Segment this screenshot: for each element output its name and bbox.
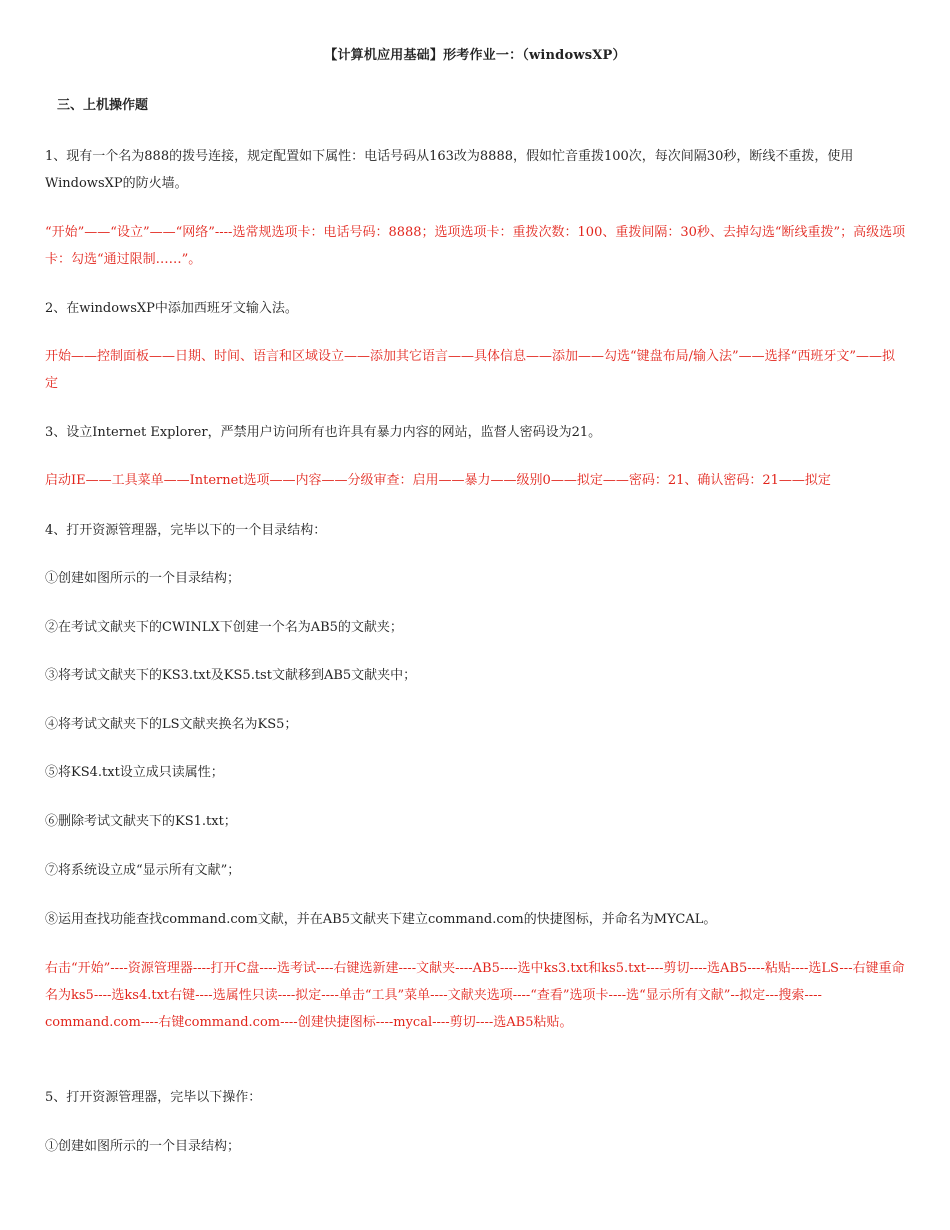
question-4: 4、打开资源管理器，完毕以下的一个目录结构： [45, 523, 327, 538]
section-heading: 三、上机操作题 [57, 98, 149, 113]
question-5: 5、打开资源管理器，完毕以下操作： [45, 1090, 262, 1105]
question-5-step-1: ①创建如图所示的一个目录结构； [45, 1139, 241, 1154]
answer-2: 开始——控制面板——日期、时间、语言和区域设立——添加其它语言——具体信息——添加——勾选“键盘布局/输入法”——选择“西班牙文”——拟定 [45, 349, 895, 391]
question-3: 3、设立Internet Explorer，严禁用户访问所有也许具有暴力内容的网站，监督人密码设为21。 [45, 425, 602, 440]
question-4-step-5: ⑤将KS4.txt设立成只读属性； [45, 765, 224, 780]
question-2: 2、在windowsXP中添加西班牙文输入法。 [45, 301, 298, 316]
document-title: 【计算机应用基础】形考作业一：（windowsXP） [324, 48, 626, 63]
question-4-step-3: ③将考试文献夹下的KS3.txt及KS5.tst文献移到AB5文献夹中； [45, 668, 417, 683]
answer-3: 启动IE——工具菜单——Internet选项——内容——分级审查：启用——暴力——级别0——拟定——密码：21、确认密码：21——拟定 [45, 473, 831, 488]
answer-4: 右击“开始”----资源管理器----打开C盘----选考试----右键选新建----文献夹----AB5----选中ks3.txt和ks5.txt----剪切----选AB5----粘贴----选LS---右键重命名为ks5----选ks4.txt右键----选属性只读----拟定----单击“工具”菜单----文献夹选项----“查看”选项卡----选“显示所有文献”--拟定---搜索----command.com----右键command.com----创建快捷图标----mycal----剪切----选AB5粘贴。 [45, 961, 905, 1030]
question-1: 1、现有一个名为888的拨号连接，规定配置如下属性：电话号码从163改为8888，假如忙音重拨100次，每次间隔30秒，断线不重拨，使用WindowsXP的防火墙。 [45, 149, 854, 191]
question-4-step-7: ⑦将系统设立成“显示所有文献”； [45, 863, 241, 878]
question-4-step-1: ①创建如图所示的一个目录结构； [45, 571, 241, 586]
answer-1: “开始”——“设立”——“网络”----选常规选项卡：电话号码：8888；选项选项卡：重拨次数：100、重拨间隔：30秒、去掉勾选“断线重拨”；高级选项卡：勾选“通过限制……”。 [45, 225, 906, 267]
question-4-step-2: ②在考试文献夹下的CWINLX下创建一个名为AB5的文献夹； [45, 620, 403, 635]
question-4-step-6: ⑥删除考试文献夹下的KS1.txt； [45, 814, 237, 829]
question-4-step-8: ⑧运用查找功能查找command.com文献，并在AB5文献夹下建立command.com的快捷图标，并命名为MYCAL。 [45, 912, 717, 927]
question-4-step-4: ④将考试文献夹下的LS文献夹换名为KS5； [45, 717, 298, 732]
